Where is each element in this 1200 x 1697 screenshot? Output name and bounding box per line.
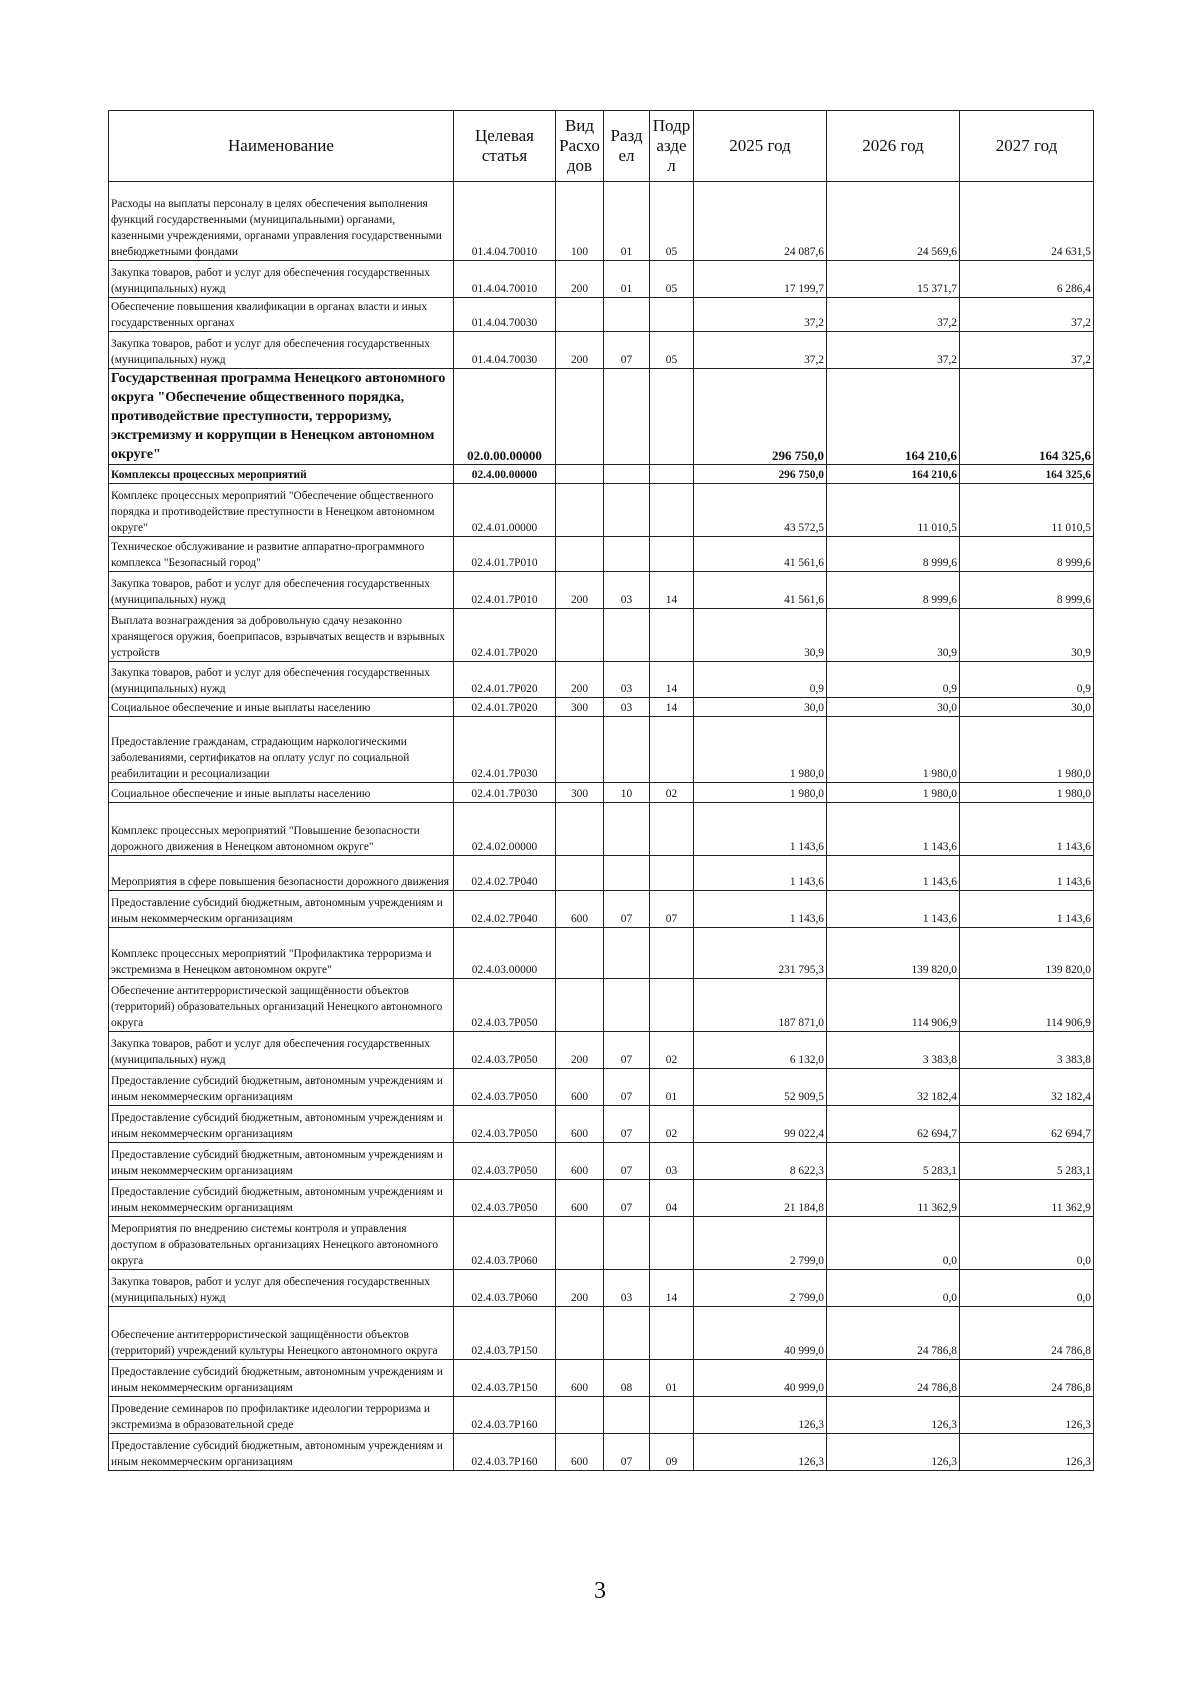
table-cell-expense-kind: 200 [556, 1270, 604, 1307]
table-cell-2027: 8 999,6 [960, 537, 1094, 572]
table-cell-target-article: 02.4.01.7Р010 [454, 572, 556, 609]
table-row [109, 717, 1094, 783]
table-cell-section: 01 [604, 261, 650, 298]
table-cell-2027: 30,0 [960, 698, 1094, 717]
table-cell-subsection: 05 [650, 182, 694, 261]
table-cell-target-article: 02.4.01.7Р030 [454, 783, 556, 803]
table-cell-2026: 1 143,6 [827, 891, 960, 928]
header-section: Разд ел [604, 111, 650, 182]
table-cell-section: 07 [604, 332, 650, 369]
table-cell-name: Обеспечение антитеррористической защищённости объектов (территорий) образовательных организаций Ненецкого автономного округа [109, 979, 454, 1032]
table-cell-2025: 37,2 [694, 298, 827, 332]
table-cell-name: Комплексы процессных мероприятий [109, 465, 454, 484]
table-cell-subsection [650, 803, 694, 856]
table-cell-section: 03 [604, 662, 650, 698]
table-cell-2026: 37,2 [827, 332, 960, 369]
table-cell-2025: 1 143,6 [694, 803, 827, 856]
table-cell-expense-kind: 600 [556, 1106, 604, 1143]
table-cell-name: Предоставление гражданам, страдающим наркологическими заболеваниями, сертификатов на оплату услуг по социальной реабилитации и ресоциализации [109, 717, 454, 783]
table-row [109, 1143, 1094, 1180]
table-cell-name: Предоставление субсидий бюджетным, автономным учреждениям и иным некоммерческим организациям [109, 1360, 454, 1397]
table-cell-section [604, 803, 650, 856]
table-row [109, 1307, 1094, 1360]
table-cell-2026: 24 569,6 [827, 182, 960, 261]
table-row [109, 1360, 1094, 1397]
table-cell-2027: 11 010,5 [960, 484, 1094, 537]
table-cell-2026: 24 786,8 [827, 1307, 960, 1360]
table-cell-name: Предоставление субсидий бюджетным, автономным учреждениям и иным некоммерческим организациям [109, 1143, 454, 1180]
table-cell-expense-kind [556, 928, 604, 979]
table-cell-section: 07 [604, 1069, 650, 1106]
table-cell-target-article: 02.4.01.00000 [454, 484, 556, 537]
table-cell-name: Предоставление субсидий бюджетным, автономным учреждениям и иным некоммерческим организациям [109, 1180, 454, 1217]
table-cell-expense-kind: 300 [556, 783, 604, 803]
table-cell-section: 07 [604, 1180, 650, 1217]
table-cell-2027: 114 906,9 [960, 979, 1094, 1032]
table-cell-2026: 1 143,6 [827, 856, 960, 891]
table-cell-expense-kind [556, 1307, 604, 1360]
table-cell-2026: 15 371,7 [827, 261, 960, 298]
table-cell-expense-kind: 200 [556, 1032, 604, 1069]
table-cell-name: Закупка товаров, работ и услуг для обеспечения государственных (муниципальных) нужд [109, 1032, 454, 1069]
table-cell-target-article: 02.4.02.7Р040 [454, 891, 556, 928]
header-2025: 2025 год [694, 111, 827, 182]
table-cell-expense-kind: 600 [556, 1143, 604, 1180]
header-2026: 2026 год [827, 111, 960, 182]
table-row [109, 698, 1094, 717]
table-cell-2027: 1 143,6 [960, 803, 1094, 856]
table-row [109, 783, 1094, 803]
table-cell-target-article: 02.0.00.00000 [454, 369, 556, 465]
table-cell-subsection: 14 [650, 662, 694, 698]
table-cell-section: 10 [604, 783, 650, 803]
table-cell-2026: 1 980,0 [827, 717, 960, 783]
table-cell-expense-kind: 600 [556, 1069, 604, 1106]
table-cell-target-article: 02.4.01.7Р020 [454, 609, 556, 662]
table-cell-name: Комплекс процессных мероприятий "Обеспечение общественного порядка и противодействие преступности в Ненецком автономном округе" [109, 484, 454, 537]
table-cell-section: 07 [604, 891, 650, 928]
table-row [109, 572, 1094, 609]
table-row [109, 928, 1094, 979]
header-subsection: Подр азде л [650, 111, 694, 182]
table-cell-2027: 24 631,5 [960, 182, 1094, 261]
table-cell-subsection [650, 1397, 694, 1434]
page-number: 3 [594, 1578, 606, 1604]
table-cell-target-article: 01.4.04.70030 [454, 298, 556, 332]
table-cell-subsection [650, 298, 694, 332]
table-cell-name: Мероприятия по внедрению системы контроля и управления доступом в образовательных организациях Ненецкого автономного округа [109, 1217, 454, 1270]
table-cell-subsection: 14 [650, 572, 694, 609]
table-row [109, 182, 1094, 261]
table-cell-2026: 11 362,9 [827, 1180, 960, 1217]
table-cell-2027: 3 383,8 [960, 1032, 1094, 1069]
table-cell-name: Социальное обеспечение и иные выплаты населению [109, 698, 454, 717]
table-row [109, 662, 1094, 698]
table-cell-expense-kind [556, 609, 604, 662]
table-cell-target-article: 02.4.01.7Р020 [454, 662, 556, 698]
table-cell-subsection: 02 [650, 783, 694, 803]
table-cell-2027: 32 182,4 [960, 1069, 1094, 1106]
table-row [109, 856, 1094, 891]
table-cell-target-article: 01.4.04.70010 [454, 261, 556, 298]
table-cell-section: 01 [604, 182, 650, 261]
table-cell-section [604, 1397, 650, 1434]
table-cell-2027: 0,0 [960, 1217, 1094, 1270]
table-row [109, 537, 1094, 572]
table-cell-section [604, 537, 650, 572]
table-cell-2026: 0,0 [827, 1217, 960, 1270]
table-cell-2025: 126,3 [694, 1397, 827, 1434]
table-cell-section: 07 [604, 1106, 650, 1143]
table-cell-expense-kind: 600 [556, 891, 604, 928]
table-cell-expense-kind: 200 [556, 261, 604, 298]
table-cell-subsection [650, 717, 694, 783]
table-cell-expense-kind [556, 465, 604, 484]
table-cell-expense-kind [556, 537, 604, 572]
table-cell-section [604, 856, 650, 891]
table-cell-name: Мероприятия в сфере повышения безопасности дорожного движения [109, 856, 454, 891]
table-cell-subsection [650, 856, 694, 891]
table-cell-name: Закупка товаров, работ и услуг для обеспечения государственных (муниципальных) нужд [109, 332, 454, 369]
table-cell-2025: 2 799,0 [694, 1217, 827, 1270]
table-cell-2025: 52 909,5 [694, 1069, 827, 1106]
table-row [109, 332, 1094, 369]
table-cell-target-article: 02.4.03.7Р050 [454, 1180, 556, 1217]
table-cell-2025: 30,9 [694, 609, 827, 662]
table-cell-name: Закупка товаров, работ и услуг для обеспечения государственных (муниципальных) нужд [109, 572, 454, 609]
table-cell-2025: 8 622,3 [694, 1143, 827, 1180]
table-cell-subsection: 02 [650, 1032, 694, 1069]
table-row [109, 1180, 1094, 1217]
table-row [109, 261, 1094, 298]
table-row [109, 1069, 1094, 1106]
table-cell-expense-kind: 200 [556, 662, 604, 698]
table-cell-expense-kind: 100 [556, 182, 604, 261]
table-cell-target-article: 02.4.03.7Р150 [454, 1360, 556, 1397]
table-cell-2025: 40 999,0 [694, 1360, 827, 1397]
table-cell-section: 03 [604, 698, 650, 717]
table-cell-subsection: 01 [650, 1360, 694, 1397]
table-cell-2027: 5 283,1 [960, 1143, 1094, 1180]
table-header-row [109, 111, 1094, 182]
table-cell-subsection [650, 465, 694, 484]
table-cell-name: Техническое обслуживание и развитие аппаратно-программного комплекса "Безопасный город" [109, 537, 454, 572]
header-2027: 2027 год [960, 111, 1094, 182]
table-cell-subsection [650, 537, 694, 572]
table-cell-2025: 6 132,0 [694, 1032, 827, 1069]
table-cell-2026: 0,9 [827, 662, 960, 698]
table-cell-target-article: 02.4.03.7Р160 [454, 1434, 556, 1471]
table-cell-2025: 99 022,4 [694, 1106, 827, 1143]
table-cell-target-article: 02.4.03.7Р050 [454, 979, 556, 1032]
table-cell-target-article: 02.4.02.7Р040 [454, 856, 556, 891]
table-cell-target-article: 02.4.03.7Р050 [454, 1032, 556, 1069]
table-cell-expense-kind [556, 979, 604, 1032]
table-cell-subsection [650, 1307, 694, 1360]
table-body [109, 182, 1094, 1471]
table-cell-expense-kind [556, 484, 604, 537]
table-cell-expense-kind: 200 [556, 332, 604, 369]
table-cell-section [604, 298, 650, 332]
table-cell-2025: 0,9 [694, 662, 827, 698]
table-cell-2027: 30,9 [960, 609, 1094, 662]
table-cell-expense-kind [556, 1217, 604, 1270]
table-cell-section [604, 979, 650, 1032]
table-row [109, 979, 1094, 1032]
table-cell-2026: 8 999,6 [827, 537, 960, 572]
table-cell-2027: 1 980,0 [960, 783, 1094, 803]
table-cell-2027: 126,3 [960, 1397, 1094, 1434]
table-cell-2026: 0,0 [827, 1270, 960, 1307]
table-cell-name: Государственная программа Ненецкого автономного округа "Обеспечение общественного порядка, противодействие преступности, терроризму, экстремизму и коррупции в Ненецком автономном округе" [109, 369, 454, 465]
table-cell-2025: 231 795,3 [694, 928, 827, 979]
table-cell-2027: 6 286,4 [960, 261, 1094, 298]
table-cell-2027: 0,0 [960, 1270, 1094, 1307]
table-cell-2025: 40 999,0 [694, 1307, 827, 1360]
table-cell-2027: 0,9 [960, 662, 1094, 698]
table-cell-target-article: 01.4.04.70010 [454, 182, 556, 261]
table-row [109, 803, 1094, 856]
table-cell-subsection: 14 [650, 698, 694, 717]
table-row [109, 609, 1094, 662]
table-cell-expense-kind: 600 [556, 1180, 604, 1217]
table-cell-2026: 8 999,6 [827, 572, 960, 609]
table-cell-section [604, 1307, 650, 1360]
table-cell-2026: 30,9 [827, 609, 960, 662]
table-cell-target-article: 01.4.04.70030 [454, 332, 556, 369]
table-cell-target-article: 02.4.03.7Р060 [454, 1217, 556, 1270]
table-cell-subsection: 03 [650, 1143, 694, 1180]
table-cell-2025: 126,3 [694, 1434, 827, 1471]
table-cell-subsection: 01 [650, 1069, 694, 1106]
table-cell-2026: 114 906,9 [827, 979, 960, 1032]
table-cell-section: 03 [604, 1270, 650, 1307]
table-cell-name: Предоставление субсидий бюджетным, автономным учреждениям и иным некоммерческим организациям [109, 1106, 454, 1143]
table-cell-2025: 187 871,0 [694, 979, 827, 1032]
table-row [109, 1032, 1094, 1069]
table-cell-subsection [650, 484, 694, 537]
table-cell-2027: 1 980,0 [960, 717, 1094, 783]
table-cell-section: 07 [604, 1434, 650, 1471]
table-cell-section [604, 1217, 650, 1270]
table-cell-2026: 30,0 [827, 698, 960, 717]
table-cell-section [604, 928, 650, 979]
table-cell-subsection [650, 979, 694, 1032]
table-row [109, 1217, 1094, 1270]
table-cell-name: Предоставление субсидий бюджетным, автономным учреждениям и иным некоммерческим организациям [109, 891, 454, 928]
table-cell-section [604, 609, 650, 662]
table-cell-target-article: 02.4.01.7Р030 [454, 717, 556, 783]
table-cell-2026: 139 820,0 [827, 928, 960, 979]
table-row [109, 1397, 1094, 1434]
table-cell-2025: 1 143,6 [694, 856, 827, 891]
table-row [109, 1434, 1094, 1471]
table-cell-2027: 24 786,8 [960, 1360, 1094, 1397]
table-cell-2026: 1 980,0 [827, 783, 960, 803]
table-row [109, 891, 1094, 928]
table-row [109, 465, 1094, 484]
table-cell-2025: 296 750,0 [694, 465, 827, 484]
table-cell-subsection: 09 [650, 1434, 694, 1471]
table-cell-target-article: 02.4.01.7Р020 [454, 698, 556, 717]
table-cell-target-article: 02.4.03.7Р160 [454, 1397, 556, 1434]
table-cell-2027: 37,2 [960, 298, 1094, 332]
table-cell-section [604, 369, 650, 465]
table-row [109, 1106, 1094, 1143]
table-cell-2026: 126,3 [827, 1434, 960, 1471]
table-cell-2026: 32 182,4 [827, 1069, 960, 1106]
table-cell-2025: 1 143,6 [694, 891, 827, 928]
table-cell-2026: 5 283,1 [827, 1143, 960, 1180]
table-cell-2025: 41 561,6 [694, 572, 827, 609]
table-cell-name: Предоставление субсидий бюджетным, автономным учреждениям и иным некоммерческим организациям [109, 1434, 454, 1471]
table-row [109, 1270, 1094, 1307]
table-cell-subsection: 05 [650, 261, 694, 298]
table-cell-name: Расходы на выплаты персоналу в целях обеспечения выполнения функций государственными (муниципальными) органами, казенными учреждениями, органами управления государственными внебюджетными фондами [109, 182, 454, 261]
table-cell-2027: 126,3 [960, 1434, 1094, 1471]
table-cell-subsection [650, 928, 694, 979]
table-cell-2026: 11 010,5 [827, 484, 960, 537]
table-cell-expense-kind: 600 [556, 1434, 604, 1471]
table-cell-subsection: 02 [650, 1106, 694, 1143]
budget-table [108, 110, 1094, 1471]
table-cell-2025: 1 980,0 [694, 783, 827, 803]
table-cell-name: Обеспечение повышения квалификации в органах власти и иных государственных органах [109, 298, 454, 332]
table-row [109, 369, 1094, 465]
table-cell-target-article: 02.4.03.7Р150 [454, 1307, 556, 1360]
table-cell-expense-kind [556, 856, 604, 891]
table-cell-expense-kind [556, 717, 604, 783]
table-cell-2025: 30,0 [694, 698, 827, 717]
header-expense-kind: Вид Расхо дов [556, 111, 604, 182]
table-cell-section: 07 [604, 1143, 650, 1180]
table-cell-section [604, 484, 650, 537]
table-cell-subsection [650, 1217, 694, 1270]
table-cell-2026: 164 210,6 [827, 465, 960, 484]
table-cell-expense-kind [556, 369, 604, 465]
table-cell-section: 08 [604, 1360, 650, 1397]
table-cell-expense-kind: 300 [556, 698, 604, 717]
table-cell-target-article: 02.4.00.00000 [454, 465, 556, 484]
table-cell-2027: 139 820,0 [960, 928, 1094, 979]
table-cell-subsection [650, 609, 694, 662]
table-cell-subsection [650, 369, 694, 465]
table-cell-target-article: 02.4.03.7Р050 [454, 1069, 556, 1106]
table-cell-2027: 1 143,6 [960, 856, 1094, 891]
table-cell-name: Социальное обеспечение и иные выплаты населению [109, 783, 454, 803]
table-cell-expense-kind [556, 1397, 604, 1434]
table-cell-name: Закупка товаров, работ и услуг для обеспечения государственных (муниципальных) нужд [109, 261, 454, 298]
table-cell-2025: 43 572,5 [694, 484, 827, 537]
table-cell-2026: 3 383,8 [827, 1032, 960, 1069]
table-cell-name: Закупка товаров, работ и услуг для обеспечения государственных (муниципальных) нужд [109, 1270, 454, 1307]
table-cell-2026: 1 143,6 [827, 803, 960, 856]
table-cell-2027: 11 362,9 [960, 1180, 1094, 1217]
table-cell-section: 03 [604, 572, 650, 609]
table-cell-2027: 164 325,6 [960, 465, 1094, 484]
table-cell-2026: 37,2 [827, 298, 960, 332]
table-cell-2025: 24 087,6 [694, 182, 827, 261]
table-cell-subsection: 07 [650, 891, 694, 928]
table-cell-2027: 8 999,6 [960, 572, 1094, 609]
table-cell-2027: 164 325,6 [960, 369, 1094, 465]
header-target-article: Целевая статья [454, 111, 556, 182]
table-cell-2025: 37,2 [694, 332, 827, 369]
table-cell-2027: 37,2 [960, 332, 1094, 369]
table-cell-2027: 24 786,8 [960, 1307, 1094, 1360]
table-cell-2025: 1 980,0 [694, 717, 827, 783]
table-cell-section: 07 [604, 1032, 650, 1069]
table-cell-expense-kind: 600 [556, 1360, 604, 1397]
table-row [109, 298, 1094, 332]
table-cell-2026: 24 786,8 [827, 1360, 960, 1397]
budget-table-page [108, 110, 1093, 1471]
table-cell-2026: 126,3 [827, 1397, 960, 1434]
table-row [109, 484, 1094, 537]
table-cell-expense-kind [556, 298, 604, 332]
table-cell-name: Выплата вознаграждения за добровольную сдачу незаконно хранящегося оружия, боеприпасов, взрывчатых веществ и взрывных устройств [109, 609, 454, 662]
table-cell-2025: 41 561,6 [694, 537, 827, 572]
table-cell-subsection: 04 [650, 1180, 694, 1217]
table-cell-name: Предоставление субсидий бюджетным, автономным учреждениям и иным некоммерческим организациям [109, 1069, 454, 1106]
table-cell-2027: 1 143,6 [960, 891, 1094, 928]
table-cell-section [604, 465, 650, 484]
table-cell-section [604, 717, 650, 783]
table-cell-2025: 2 799,0 [694, 1270, 827, 1307]
table-cell-2026: 164 210,6 [827, 369, 960, 465]
table-cell-target-article: 02.4.02.00000 [454, 803, 556, 856]
table-cell-name: Комплекс процессных мероприятий "Повышение безопасности дорожного движения в Ненецком автономном округе" [109, 803, 454, 856]
table-cell-target-article: 02.4.03.7Р060 [454, 1270, 556, 1307]
table-cell-2025: 17 199,7 [694, 261, 827, 298]
table-cell-name: Проведение семинаров по профилактике идеологии терроризма и экстремизма в образовательной среде [109, 1397, 454, 1434]
table-cell-2025: 21 184,8 [694, 1180, 827, 1217]
table-cell-target-article: 02.4.01.7Р010 [454, 537, 556, 572]
table-cell-target-article: 02.4.03.7Р050 [454, 1143, 556, 1180]
table-cell-expense-kind: 200 [556, 572, 604, 609]
table-cell-name: Комплекс процессных мероприятий "Профилактика терроризма и экстремизма в Ненецком автономном округе" [109, 928, 454, 979]
table-cell-name: Обеспечение антитеррористической защищённости объектов (территорий) учреждений культуры Ненецкого автономного округа [109, 1307, 454, 1360]
header-name: Наименование [109, 111, 454, 182]
table-cell-target-article: 02.4.03.7Р050 [454, 1106, 556, 1143]
table-cell-target-article: 02.4.03.00000 [454, 928, 556, 979]
table-cell-subsection: 05 [650, 332, 694, 369]
table-cell-expense-kind [556, 803, 604, 856]
table-cell-2025: 296 750,0 [694, 369, 827, 465]
table-cell-subsection: 14 [650, 1270, 694, 1307]
table-cell-name: Закупка товаров, работ и услуг для обеспечения государственных (муниципальных) нужд [109, 662, 454, 698]
table-cell-2026: 62 694,7 [827, 1106, 960, 1143]
table-cell-2027: 62 694,7 [960, 1106, 1094, 1143]
